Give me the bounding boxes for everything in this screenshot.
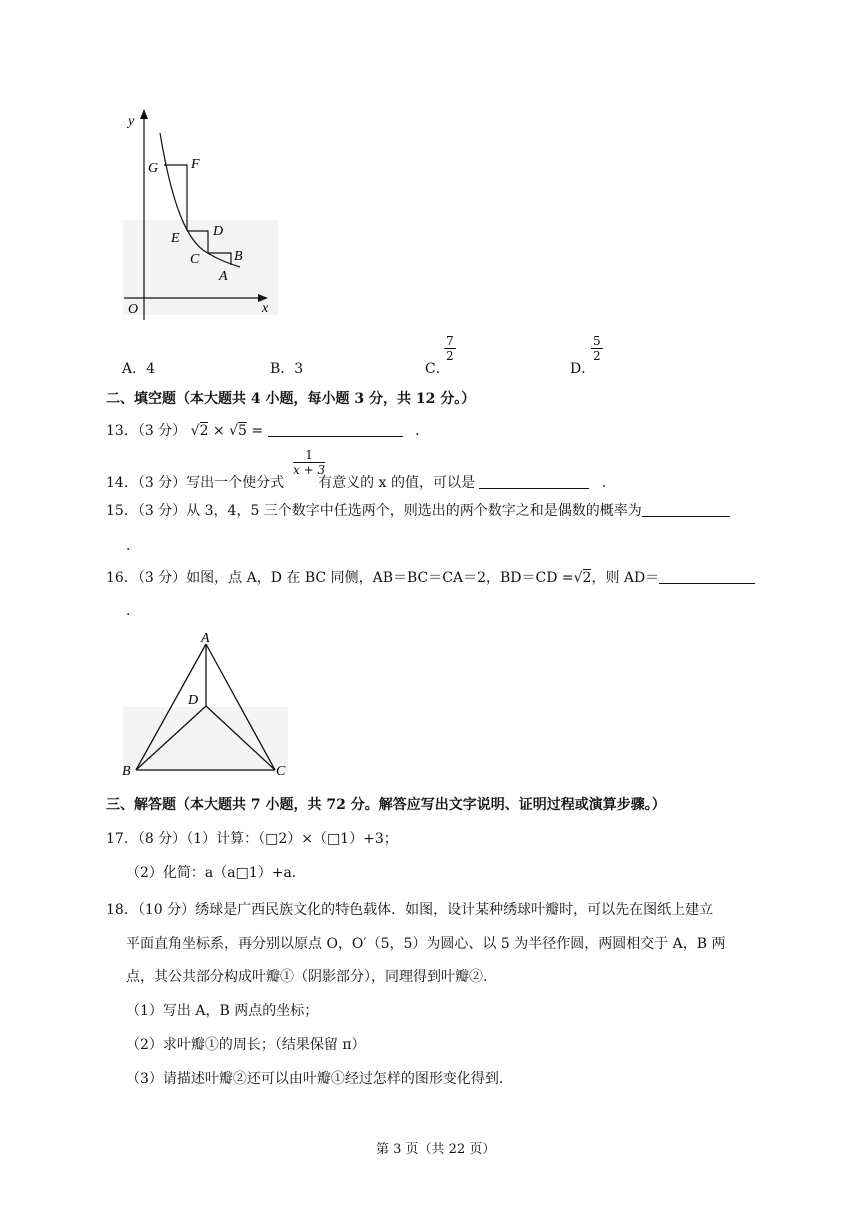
q18-line1-text: 绣球是广西民族文化的特色载体．如图，设计某种绣球叶瓣时，可以先在图纸上建立 [195,902,714,918]
q14-before: 写出一个使分式 [186,475,285,491]
q18-part1: （1）写出 A，B 两点的坐标； [126,1003,319,1019]
q15-score: （3 分） [137,503,187,519]
label-D: D [213,224,224,239]
option-b [270,358,303,378]
sqrt-symbol: √ [229,423,239,439]
option-c-den: 2 [446,349,454,363]
q13-end: ． [415,423,430,439]
q13-score: （3 分） [137,423,187,439]
sqrt-symbol: √ [190,423,200,439]
label-A: A [201,632,210,646]
q18-score: （10 分） [137,902,196,918]
label-B: B [234,249,243,264]
q13-times: × [208,423,230,439]
q18-part3: （3）请描述叶瓣②还可以由叶瓣①经过怎样的图形变化得到． [126,1071,513,1087]
q17-line1 [106,828,398,848]
q14-score: （3 分） [137,475,187,491]
q16-end: ． [126,603,140,619]
q13-eq: = [246,423,264,439]
q18-line1 [106,899,713,919]
q14 [106,472,616,492]
option-c-letter: C． [425,361,450,377]
label-D: D [188,693,199,708]
q18-num: 18． [106,902,138,918]
section2-heading: 二、填空题（本大题共 4 小题，每小题 3 分，共 12 分。） [106,391,476,407]
q12-figure [118,105,288,330]
label-F: F [191,157,200,172]
q14-frac-num: 1 [293,448,325,463]
q13-radicand1: 2 [199,423,209,439]
option-a-letter: A． [122,361,147,377]
q18-line3: 点，其公共部分构成叶瓣①（阴影部分），同理得到叶瓣②． [126,969,497,985]
option-c-fraction [444,334,456,363]
section3-heading: 三、解答题（本大题共 7 小题，共 72 分。解答应写出文字说明、证明过程或演算步骤。） [106,797,666,813]
q16-num: 16． [106,570,138,586]
q17-num: 17． [106,831,138,847]
q14-num: 14． [106,475,138,491]
q17-part2: （2）化简：a（a□1）+a． [126,865,306,881]
option-b-letter: B． [270,361,295,377]
q15-num: 15． [106,503,138,519]
sqrt-symbol: √ [573,570,583,586]
q13-answer-blank[interactable] [268,422,403,437]
q13-radicand2: 5 [238,423,247,439]
q16-eq: = [557,570,574,586]
q15-answer-blank[interactable] [642,502,730,517]
option-d-letter: D． [570,361,596,377]
page-footer: 第 3 页（共 22 页） [376,1142,496,1157]
q15 [106,500,730,520]
option-c-num: 7 [446,334,454,348]
label-O: O [128,302,139,317]
q16-figure [118,632,298,782]
q15-end: ． [126,538,140,554]
option-a [122,358,155,378]
q16-score: （3 分） [137,570,187,586]
label-x: x [262,301,269,316]
option-d-fraction [591,334,603,363]
label-G: G [148,161,159,176]
q18-part2: （2）求叶瓣①的周长；（结果保留 π） [126,1037,366,1053]
q15-text: 从 3，4，5 三个数字中任选两个，则选出的两个数字之和是偶数的概率为 [186,503,642,519]
q14-answer-blank[interactable] [479,474,589,489]
option-d-num: 5 [593,334,601,348]
label-C: C [276,764,286,779]
q16-radicand: 2 [582,570,592,586]
q16-answer-blank[interactable] [659,569,755,584]
option-b-text: 3 [294,361,304,377]
q17-score: （8 分） [137,831,187,847]
q14-after: 有意义的 x 的值，可以是 [318,475,475,491]
q14-frac-den: x + 3 [293,463,326,477]
label-E: E [171,231,180,246]
q16-text: 如图，点 A，D 在 BC 同侧，AB＝BC＝CA＝2，BD＝CD [186,570,558,586]
label-C: C [190,252,200,267]
q17-part1: （1）计算：（□2）×（□1）+3； [186,831,398,847]
option-a-text: 4 [146,361,156,377]
q14-end: ． [601,475,616,491]
q13 [106,420,429,440]
option-d-den: 2 [593,349,601,363]
q16 [106,567,755,587]
q13-num: 13． [106,423,138,439]
label-B: B [122,764,131,779]
label-A: A [219,269,228,284]
q18-line2: 平面直角坐标系，再分别以原点 O，O′（5，5）为圆心、以 5 为半径作圆，两圆相交于 A，B 两 [126,936,726,952]
label-y: y [128,114,135,129]
q16-text2: ，则 AD＝ [591,570,660,586]
